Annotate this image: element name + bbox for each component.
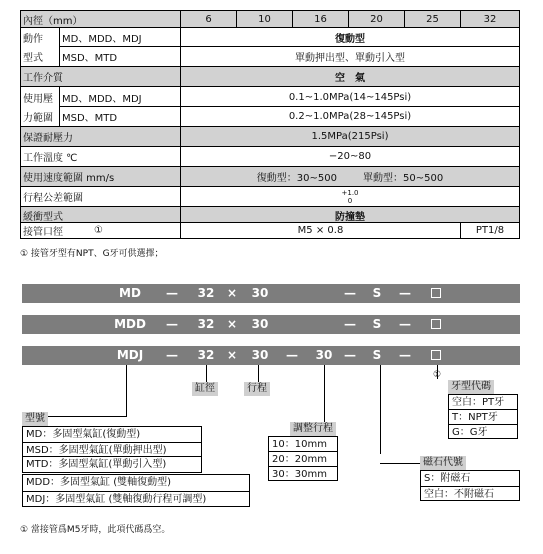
header-bore-label: 內徑（mm） bbox=[21, 11, 180, 27]
medium-label: 工作介質 bbox=[21, 67, 180, 86]
model-callout-title: 型號 bbox=[22, 412, 48, 426]
grid-line bbox=[348, 10, 349, 27]
code-sep: — bbox=[344, 286, 356, 300]
temperature-label: 工作溫度 ℃ bbox=[23, 153, 78, 164]
stroke-callout: 行程 bbox=[244, 382, 270, 396]
code-bar-mdd bbox=[22, 315, 520, 334]
code-magnet: S bbox=[372, 348, 382, 362]
code-times: × bbox=[226, 286, 238, 300]
grid-line bbox=[59, 106, 520, 107]
grid-line bbox=[20, 27, 520, 28]
code-stroke: 30 bbox=[251, 286, 269, 300]
header-bore-32: 32 bbox=[461, 11, 519, 27]
cushion-value: 防撞墊 bbox=[181, 207, 519, 223]
code-model: MDD bbox=[114, 317, 146, 331]
code-magnet: S bbox=[372, 317, 382, 331]
header-bore-16: 16 bbox=[293, 11, 348, 27]
header-bore-25: 25 bbox=[405, 11, 460, 27]
code-sep: — bbox=[399, 286, 411, 300]
stroke-tolerance-upper: +1.0 bbox=[341, 188, 359, 197]
pressure-sub2-value: 0.2~1.0MPa(28~145Psi) bbox=[288, 111, 412, 122]
grid-line bbox=[460, 10, 461, 27]
list-item: G：G牙 bbox=[449, 424, 517, 439]
bore-callout: 缸徑 bbox=[192, 382, 218, 396]
grid-line bbox=[20, 186, 520, 187]
temperature-value: −20~80 bbox=[328, 151, 372, 162]
code-sep: — bbox=[344, 348, 356, 362]
grid-line bbox=[20, 206, 520, 207]
pressure-sub2: MSD、MTD bbox=[62, 113, 118, 124]
grid-line bbox=[20, 86, 520, 87]
model-list-bottom bbox=[22, 474, 250, 507]
stroke-tolerance-lower: 0 bbox=[347, 196, 353, 205]
speed-label: 使用速度範圍 mm/s bbox=[21, 167, 180, 186]
grid-line bbox=[404, 10, 405, 27]
medium-value: 空 氣 bbox=[181, 67, 519, 86]
action-type-label-2: 型式 bbox=[23, 53, 43, 64]
list-item: MD：多固型氣缸(復動型) bbox=[26, 429, 141, 440]
grid-line bbox=[20, 166, 520, 167]
list-item: 10：10mm bbox=[272, 439, 327, 450]
stroke-tolerance-value bbox=[181, 187, 519, 206]
list-item: 空白：PT牙 bbox=[452, 397, 505, 408]
thread-code-list bbox=[448, 394, 518, 439]
code-sep: — bbox=[166, 286, 178, 300]
header-bore-20: 20 bbox=[349, 11, 404, 27]
cushion-label: 緩衝型式 bbox=[21, 207, 180, 223]
thread-note-mark: ① bbox=[433, 370, 442, 380]
thread-code-box bbox=[431, 288, 441, 298]
grid-line bbox=[292, 10, 293, 27]
code-model: MDJ bbox=[116, 348, 144, 362]
grid-line bbox=[20, 66, 520, 67]
connector-bore bbox=[206, 365, 207, 382]
grid-line bbox=[59, 86, 60, 126]
code-sep: — bbox=[166, 348, 178, 362]
list-item: T：NPT牙 bbox=[449, 409, 517, 424]
code-times: × bbox=[226, 317, 238, 331]
port-value-small: M5 × 0.8 bbox=[297, 225, 344, 236]
pressure-sub1-value: 0.1~1.0MPa(14~145Psi) bbox=[288, 92, 412, 103]
list-item: 30：30mm bbox=[269, 466, 337, 481]
code-sep: — bbox=[286, 348, 298, 362]
pressure-label-1: 使用壓 bbox=[23, 94, 53, 105]
grid-line bbox=[460, 222, 461, 239]
speed-value-single: 單動型：50~500 bbox=[363, 173, 444, 184]
magnet-list bbox=[420, 470, 520, 501]
code-bar-mdj bbox=[22, 346, 520, 365]
port-value-32: PT1/8 bbox=[475, 225, 505, 236]
code-bar-md bbox=[22, 284, 520, 303]
thread-code-box bbox=[431, 319, 441, 329]
port-note-mark: ① bbox=[94, 225, 103, 236]
code-stroke: 30 bbox=[251, 317, 269, 331]
action-type-sub2: MSD、MTD bbox=[62, 53, 118, 64]
grid-line bbox=[59, 46, 520, 47]
thread-callout-title: 牙型代碼 bbox=[448, 380, 494, 394]
grid-line bbox=[20, 126, 520, 127]
stroke-tolerance-label: 行程公差範圍 bbox=[23, 193, 83, 204]
list-item: MSD：多固型氣缸(單動押出型) bbox=[23, 442, 201, 457]
code-model: MD bbox=[119, 286, 141, 300]
code-times: × bbox=[226, 348, 238, 362]
proof-pressure-label: 保證耐壓力 bbox=[21, 127, 180, 146]
code-bore: 32 bbox=[197, 317, 215, 331]
code-sep: — bbox=[344, 317, 356, 331]
list-item: MDJ：多固型氣缸 (雙軸復動行程可調型) bbox=[23, 491, 249, 506]
code-sep: — bbox=[399, 348, 411, 362]
grid-line bbox=[236, 10, 237, 27]
code-stroke: 30 bbox=[251, 348, 269, 362]
model-list-mid bbox=[22, 456, 202, 473]
list-item: 空白：不附磁石 bbox=[421, 486, 519, 501]
speed-value-double: 復動型：30~500 bbox=[256, 173, 337, 184]
proof-pressure-value: 1.5MPa(215Psi) bbox=[181, 127, 519, 146]
action-type-sub1: MD、MDD、MDJ bbox=[62, 34, 142, 45]
action-type-sub1-value: 復動型 bbox=[335, 34, 365, 45]
connector-magnet bbox=[380, 365, 381, 454]
pressure-sub1: MD、MDD、MDJ bbox=[62, 94, 142, 105]
adjust-callout-title: 調整行程 bbox=[290, 422, 336, 436]
action-type-sub2-value: 單動押出型、單動引入型 bbox=[295, 53, 405, 64]
header-bore-10: 10 bbox=[237, 11, 292, 27]
note-m5-thread: ① 當接管爲M5牙時，此項代碼爲空。 bbox=[20, 525, 171, 535]
connector-stroke bbox=[258, 365, 259, 382]
connector-model bbox=[126, 365, 127, 416]
adjust-list bbox=[268, 436, 338, 481]
code-magnet: S bbox=[372, 286, 382, 300]
code-sep: — bbox=[399, 317, 411, 331]
grid-line bbox=[20, 146, 520, 147]
spec-table bbox=[20, 10, 520, 240]
model-list-top bbox=[22, 426, 202, 457]
connector-magnet bbox=[380, 463, 420, 464]
speed-values bbox=[181, 167, 519, 186]
connector-adjust bbox=[324, 365, 325, 422]
list-item: 20：20mm bbox=[269, 451, 337, 466]
list-item: MDD：多固型氣缸 (雙軸復動型) bbox=[26, 477, 172, 488]
list-item: S：附磁石 bbox=[424, 473, 471, 484]
port-label: 接管口徑 bbox=[23, 227, 63, 238]
magnet-callout-title: 磁石代號 bbox=[420, 456, 466, 470]
action-type-label-1: 動作 bbox=[23, 34, 43, 45]
grid-line bbox=[59, 27, 60, 66]
list-item: MTD：多固型氣缸(單動引入型) bbox=[26, 459, 167, 470]
grid-line bbox=[180, 10, 181, 239]
code-bore: 32 bbox=[197, 286, 215, 300]
grid-line bbox=[20, 222, 520, 223]
pressure-label-2: 力範圍 bbox=[23, 113, 53, 124]
code-adjust-stroke: 30 bbox=[315, 348, 333, 362]
note-thread-options: ① 接管牙型有NPT、G牙可供選擇； bbox=[20, 249, 164, 259]
code-bore: 32 bbox=[197, 348, 215, 362]
header-bore-6: 6 bbox=[181, 11, 236, 27]
code-sep: — bbox=[166, 317, 178, 331]
thread-code-box bbox=[431, 350, 441, 360]
